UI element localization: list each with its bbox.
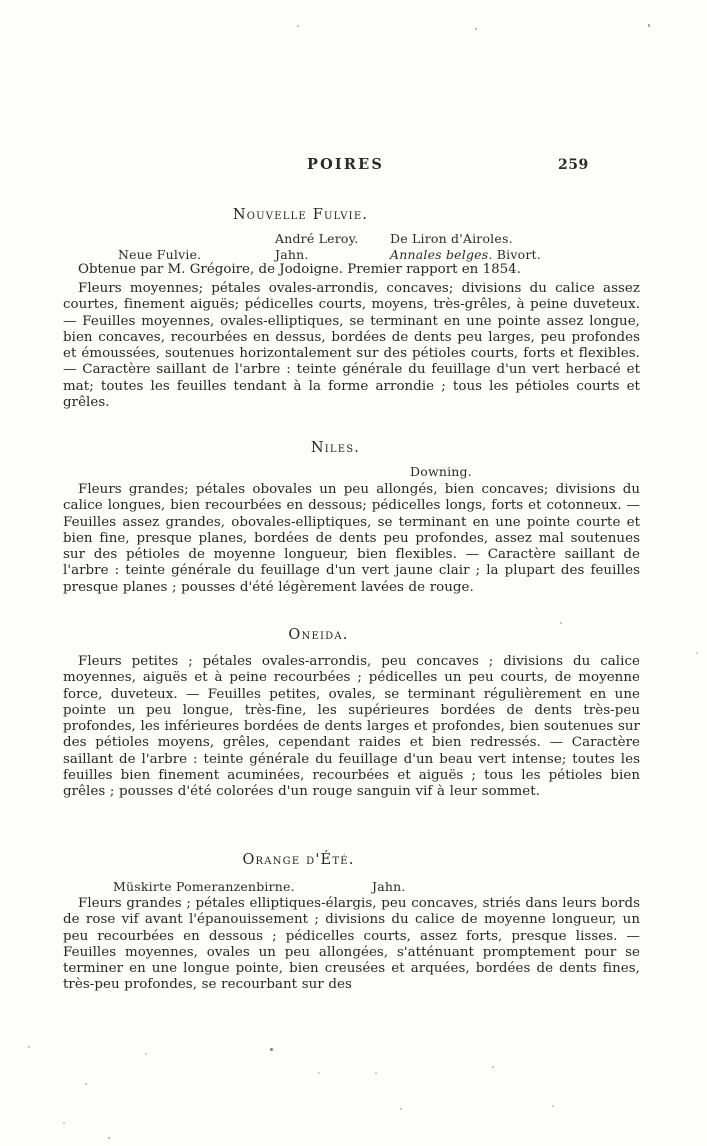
scan-speck bbox=[270, 1048, 273, 1051]
scan-speck bbox=[696, 652, 698, 654]
synonym-authority: De Liron d'Airoles. bbox=[390, 231, 513, 246]
synonym-authority: Jahn. bbox=[275, 247, 309, 262]
scan-speck bbox=[648, 24, 650, 27]
section-heading-niles: Niles. bbox=[310, 440, 361, 456]
section-heading-oneida: Oneida. bbox=[288, 627, 349, 643]
description-paragraph: Fleurs grandes ; pétales elliptiques-élargis, peu concaves, striés dans leurs bords de rose vif avant l'épanouissement ; divisions du calice de moyenne longueur, un peu recourbées en dessous ; pédicelles courts, assez forts, presque lisses. — Feuilles moyennes, ovales un peu allongées, s'atténuant promptement pour se terminer en une longue pointe, bien creusées et arquées, bordées de dents fines, très-peu profondes, se recourbant sur des bbox=[63, 896, 640, 993]
scan-speck bbox=[108, 1137, 110, 1139]
scan-speck bbox=[85, 1083, 87, 1085]
synonym-authority: Downing. bbox=[410, 464, 472, 479]
scan-speck bbox=[400, 1108, 402, 1110]
scan-speck bbox=[375, 1072, 377, 1074]
scan-speck bbox=[552, 1105, 554, 1107]
scan-speck bbox=[28, 1046, 30, 1048]
synonym-authority: André Leroy. bbox=[275, 231, 359, 246]
running-title: POIRES bbox=[307, 156, 385, 173]
description-paragraph: Fleurs grandes; pétales obovales un peu allongés, bien concaves; divisions du calice longues, bien recourbées en dessous; pédicelles longs, forts et cotonneux. — Feuilles assez grandes, obovales-elliptiques, se terminant en une pointe courte et bien fine, presque planes, bordées de dents peu profondes, assez mal soutenues sur des pétioles de moyenne longueur, bien flexibles. — Caractère saillant de l'arbre : teinte générale du feuillage d'un vert jaune clair ; la plupart des feuilles presque planes ; pousses d'été légèrement lavées de rouge. bbox=[63, 482, 640, 595]
description-paragraph: Fleurs petites ; pétales ovales-arrondis, peu concaves ; divisions du calice moyennes, aiguës et à peine recourbées ; pédicelles un peu courts, de moyenne force, duveteux. — Feuilles petites, ovales, se terminant régulièrement en une pointe un peu longue, très-fine, les supérieures bordées de dents très-peu profondes, les inférieures bordées de dents larges et profondes, bien soutenues sur des pétioles moyens, grêles, cependant raides et bien redressés. — Caractère saillant de l'arbre : teinte générale du feuillage d'un beau vert intense; toutes les feuilles bien finement acuminées, recourbées et aiguës ; tous les pétioles bien grêles ; pousses d'été colorées d'un rouge sanguin vif à leur sommet. bbox=[63, 654, 640, 800]
synonym-name: Müskirte Pomeranzenbirne. bbox=[113, 879, 295, 894]
origin-line: Obtenue par M. Grégoire, de Jodoigne. Premier rapport en 1854. bbox=[78, 262, 521, 277]
scan-speck bbox=[492, 1066, 494, 1068]
scan-speck bbox=[475, 28, 477, 30]
scan-speck bbox=[318, 1072, 320, 1074]
synonym-name: Neue Fulvie. bbox=[118, 247, 202, 262]
scan-speck bbox=[63, 1122, 65, 1124]
synonym-source-roman: Bivort. bbox=[496, 247, 541, 262]
scan-speck bbox=[297, 25, 299, 27]
description-paragraph: Fleurs moyennes; pétales ovales-arrondis, concaves; divisions du calice assez courtes, finement aiguës; pédicelles courts, moyens, très-grêles, à peine duveteux. — Feuilles moyennes, ovales-elliptiques, se terminant en une pointe assez longue, bien concaves, recourbées en dessus, bordées de dents peu larges, peu profondes et émoussées, soutenues horizontalement sur des pétioles courts, forts et flexibles. — Caractère saillant de l'arbre : teinte générale du feuillage d'un vert herbacé et mat; toutes les feuilles tendant à la forme arrondie ; tous les pétioles courts et grêles. bbox=[63, 281, 640, 411]
section-heading-orange-d-ete: Orange d'Été. bbox=[242, 852, 355, 868]
scan-speck bbox=[145, 1053, 147, 1055]
section-heading-nouvelle-fulvie: Nouvelle Fulvie. bbox=[232, 207, 369, 223]
synonym-authority bbox=[390, 247, 541, 262]
synonym-authority: Jahn. bbox=[372, 879, 406, 894]
synonym-source-italic: Annales belges. bbox=[390, 247, 493, 262]
scan-speck bbox=[560, 622, 562, 624]
page-number: 259 bbox=[558, 157, 589, 173]
